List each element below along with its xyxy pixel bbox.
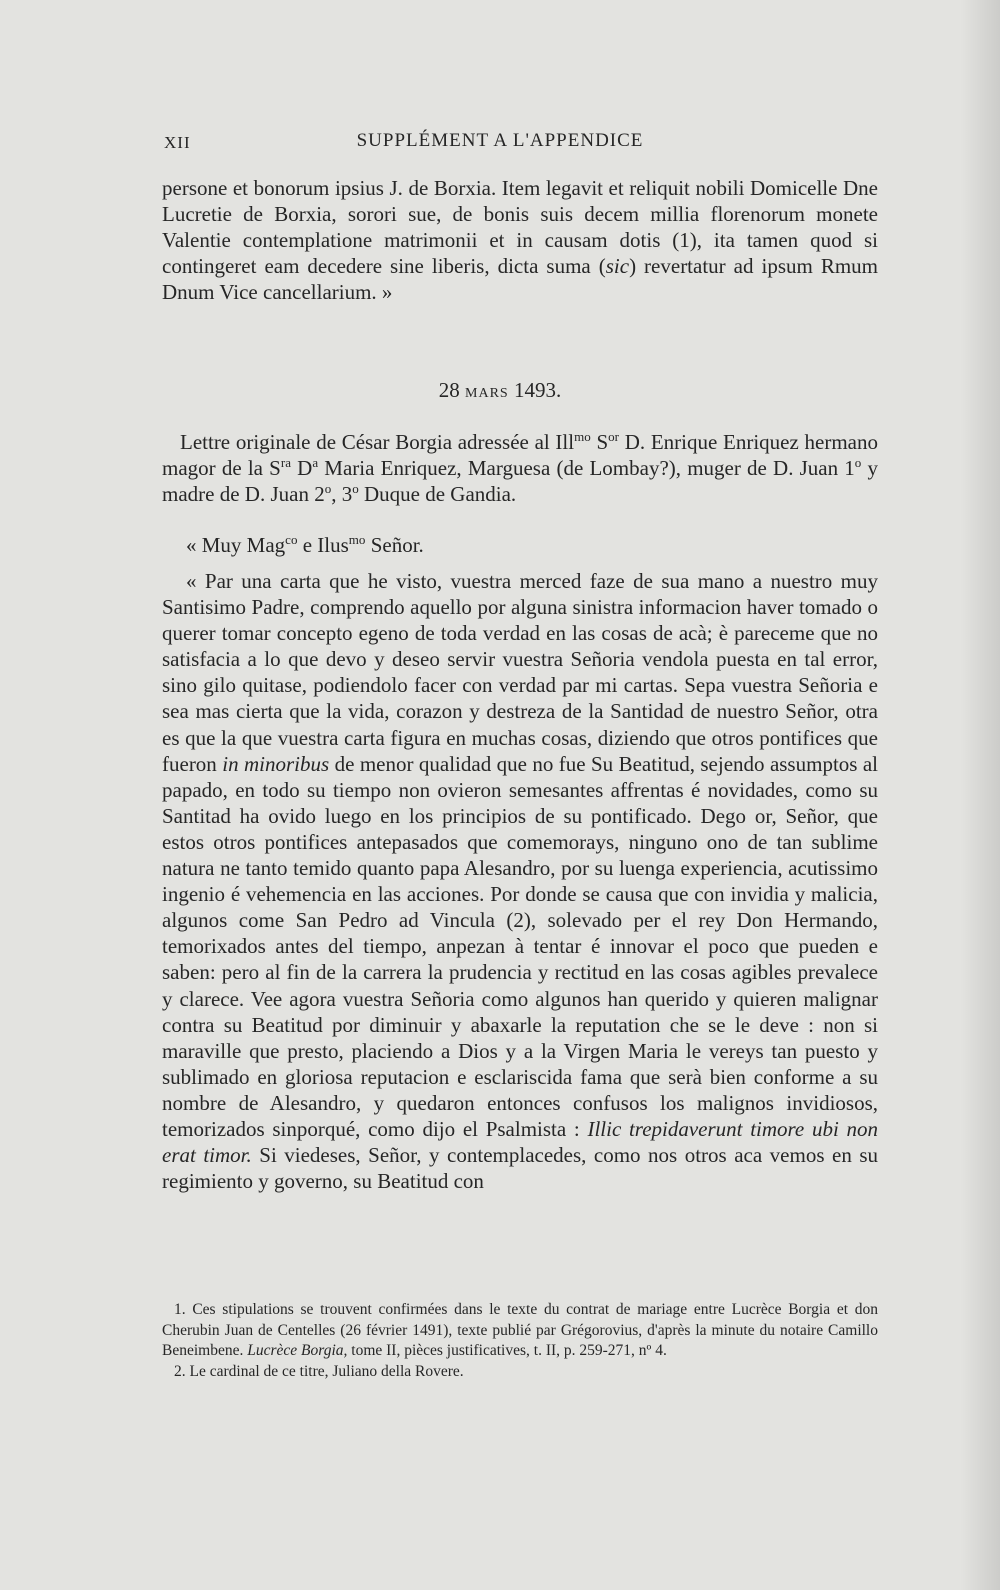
text-run: ) revertatur ad ipsum Rmum Dnum Vice cancellarium. » (162, 254, 878, 305)
text-run: « Muy Mag (186, 533, 286, 557)
superscript: or (608, 429, 619, 444)
letter-body (162, 568, 878, 1194)
text-run: « Par una carta que he visto, vuestra merced faze de sua mano a nuestro muy Santisimo Padre, comprendo aquello por alguna sinistra informacion haver tomado o querer tomar concepto egeno de toda verdad en las cosas de acà; è pareceme que no satisfacia a lo que devo y deseo servir vuestra Señoria vendola puesta en tal error, sino gilo quitase, podiendolo facer con verdad par mi cartas. Sepa vuestra Señoria e sea mas cierta que la vida, corazon y destreza de la Santidad de nuestro Señor, otra es que la que vuestra carta figura en muchas cosas, diziendo que otros pontifices que fueron (162, 569, 878, 776)
italic-phrase: in minoribus (222, 751, 330, 776)
text-run: 1. Ces stipulations se trouvent confirmées dans le texte du contrat de mariage entre Lucrèce Borgia et don Cherubin Juan de Centelles (26 février 1491), texte publié par Grégorovius, d'après la minute du notaire Camillo Beneimbene. (162, 1301, 878, 1360)
running-title: SUPPLÉMENT A L'APPENDICE (356, 130, 644, 151)
superscript: ra (280, 455, 291, 471)
footnote-1 (162, 1300, 878, 1362)
date-year: 1493. (513, 378, 562, 402)
text-run: tome II, pièces justificatives, t. II, p. 259-271, nº 4. (347, 1342, 667, 1360)
page-number: XII (164, 133, 191, 152)
text-run: , 3 (331, 482, 353, 507)
text-run: Si viedeses, Señor, y contemplacedes, como nos otros aca vemos en su regimiento y governo, su Beatitud con (162, 1143, 878, 1194)
letter-date (0, 377, 1000, 407)
text-run: Duque de Gandia. (358, 482, 517, 507)
paragraph-text (162, 175, 878, 305)
italic-sic: sic (605, 254, 630, 279)
date-day: 28 (438, 378, 460, 402)
page-gutter-shadow (960, 0, 1000, 1590)
superscript: co (285, 532, 298, 547)
superscript: a (312, 455, 319, 471)
text-run: D. Enrique Enriquez hermano magor de la S (162, 430, 878, 481)
text-run: persone et bonorum ipsius J. de Borxia. Item legavit et reliquit nobili Domicelle Dne Lucretie de Borxia, sorori sue, de bonis suis decem millia florenorum monete Valentie contemplatione matrimonii et in causam dotis (1), ita tamen quod si contingeret eam decedere sine liberis, dicta suma ( (162, 176, 878, 279)
letter-salutation (186, 532, 424, 558)
footnote-2: 2. Le cardinal de ce titre, Juliano della Rovere. (174, 1362, 464, 1380)
text-run: S (590, 430, 609, 454)
text-run: Maria Enriquez, Marguesa (de Lombay?), muger de D. Juan 1 (318, 456, 855, 481)
text-run: y madre de D. Juan 2 (162, 456, 878, 507)
text-run: D (290, 456, 313, 481)
letter-text (162, 568, 878, 1194)
superscript: o (324, 481, 332, 497)
text-run: Lettre originale de César Borgia adressée al Ill (180, 430, 575, 454)
italic-quotation: Illic trepidaverunt timore ubi non erat timor. (162, 1116, 878, 1168)
text-run: de menor qualidad que no fue Su Beatitud, sejendo assumptos al papado, en todo su tiempo non ovieron semesantes affrentas é novidades, como su Santitad ha ovido luego en los principios de su pontificado. Dego or, Señor, que estos otros pontifices antepasados que comemorays, ninguno ono de tan sublime natura ne tanto temido quanto papa Alesandro, por su luenga experiencia, acutissimo ingenio é vehemencia en las acciones. Por donde se causa que con invidia y malicia, algunos come San Pedro ad Vincula (2), solevado per el rey Don Hermando, temorixados antes del tiempo, anpezan à tentar é innovar el poco que pueden e saben: pero al fin de la carrera la prudencia y rectitud en las cosas agibles prevalece y clarece. Vee agora vuestra Señoria como algunos han querido y quieren malignar contra su Beatitud por diminuir y abaxarle la reputation che se le deve : non si maraville que presto, placiendo a Dios y a la Virgen Maria le vereys tan puesto y sublimado en gloriosa reputacion e esclariscida fama que serà bien conforme a su nombre de Alesandro, y quedaron entonces confusos los malignos invidiosos, temorizados sinporqué, como dijo el Psalmista : (162, 751, 879, 1141)
italic-title: Lucrèce Borgia, (247, 1342, 348, 1360)
description-text (162, 429, 878, 507)
superscript: mo (574, 429, 591, 444)
continued-paragraph (162, 175, 878, 305)
superscript: o (854, 455, 862, 471)
letter-description (162, 429, 878, 507)
superscript: o (352, 481, 359, 497)
footnotes (162, 1300, 878, 1382)
text-run: Señor. (365, 533, 424, 557)
superscript: mo (348, 532, 366, 547)
text-run: e Ilus (297, 533, 349, 557)
date-month: MARS (465, 386, 509, 401)
